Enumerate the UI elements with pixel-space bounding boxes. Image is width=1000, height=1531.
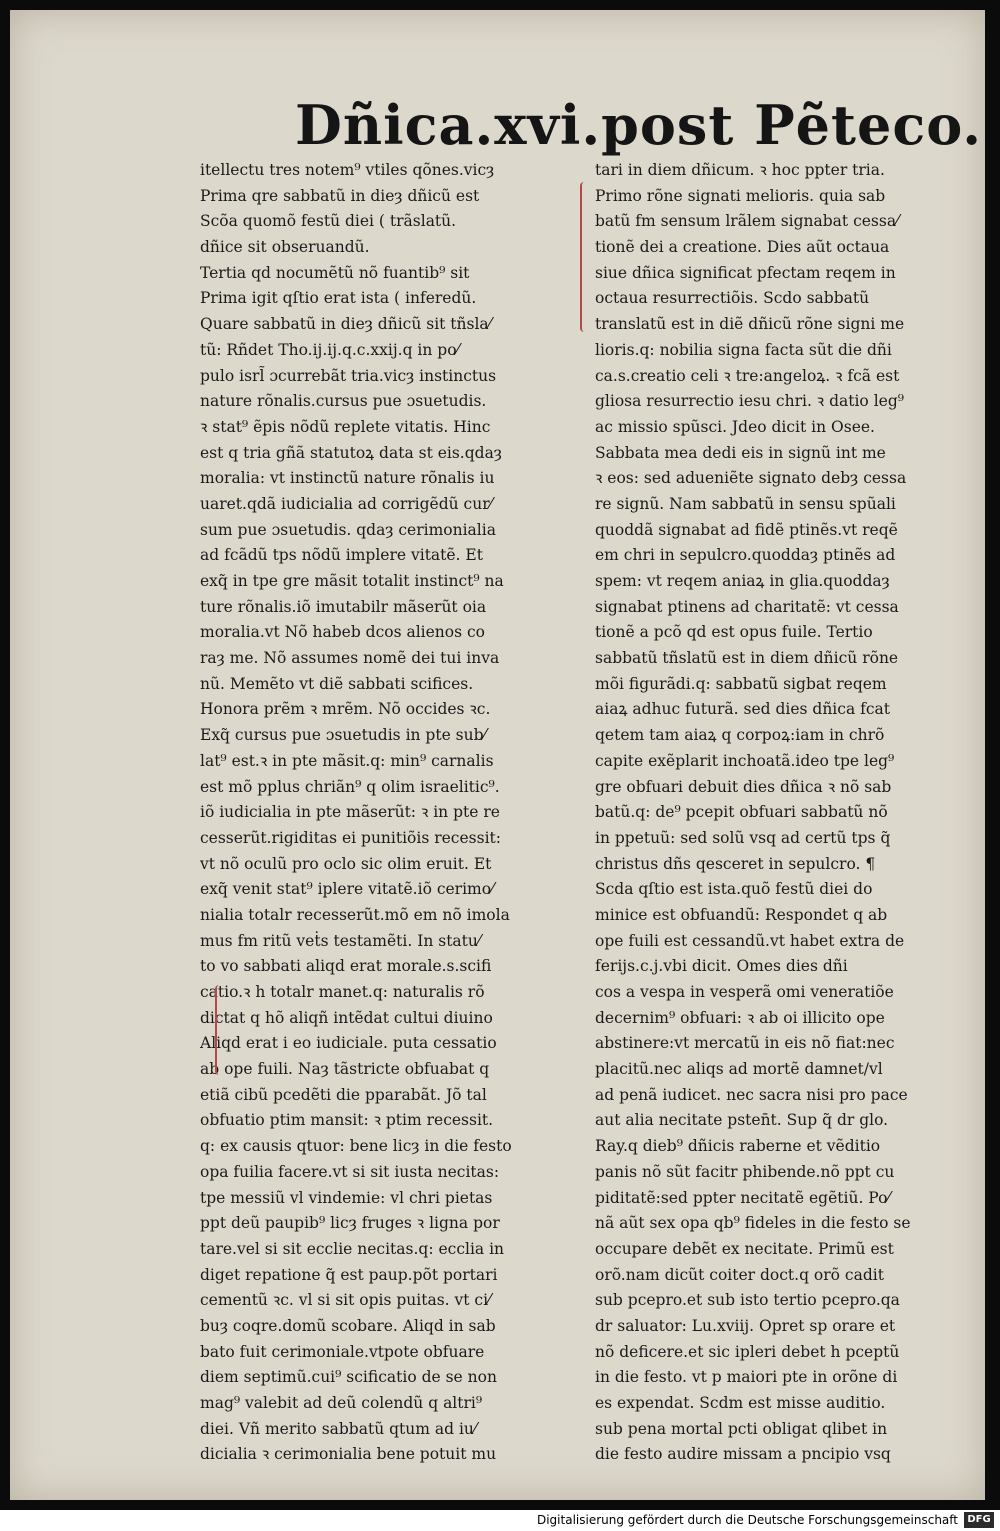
text-line: mus fm ritũ veṫs testamẽti. In statu⁄ bbox=[200, 931, 481, 950]
text-line: nature rõnalis.cursus pue ɔsuetudis. bbox=[200, 392, 487, 411]
text-line: em chri in sepulcro.quoddaȝ ptinẽs ad bbox=[595, 546, 896, 565]
text-line: sabbatũ tñslatũ est in diem dñicũ rõne bbox=[595, 649, 899, 668]
text-line: opa fuilia facere.vt si sit iusta necitas: bbox=[200, 1162, 500, 1181]
text-line: moralia.vt Nõ habeb dcos alienos co bbox=[200, 623, 486, 642]
text-line: tionẽ dei a creatione. Dies aũt octaua bbox=[595, 238, 890, 257]
text-line: itellectu tres notem⁹ vtiles qõnes.vicȝ bbox=[200, 161, 495, 179]
text-line: est q tria gñã statutoꝝ data st eis.qdaȝ bbox=[200, 443, 502, 462]
text-line: q: ex causis qtuor: bene licȝ in die festo bbox=[200, 1137, 512, 1156]
text-line: dr saluator: Lu.xviij. Opret sp orare et bbox=[595, 1316, 896, 1335]
text-line: Tertia qd nocumẽtũ nõ fuantib⁹ sit bbox=[200, 263, 470, 282]
text-line: exq̃ in tpe gre mãsit totalit instinct⁹ na bbox=[200, 572, 504, 590]
text-line: Aliqd erat i eo iudiciale. puta cessatio bbox=[200, 1034, 497, 1053]
text-line: Prima igit qſtio erat ista ( inferedũ. bbox=[200, 289, 477, 308]
text-line: tpe messiũ vl vindemie: vl chri pietas bbox=[200, 1188, 493, 1207]
text-line: dñice sit obseruandũ. bbox=[200, 238, 370, 257]
text-line: mõi figurãdi.q: sabbatũ sigbat reqem bbox=[595, 674, 887, 693]
text-line: est mõ pplus chriãn⁹ q olim israelitic⁹. bbox=[200, 777, 500, 796]
text-line: to vo sabbati aliqd erat morale.s.scifi bbox=[200, 957, 492, 976]
text-line: buȝ coqre.domũ scobare. Aliqd in sab bbox=[200, 1316, 496, 1335]
text-line: etiã cibũ pcedẽti die pparabãt. Jõ tal bbox=[200, 1085, 487, 1104]
text-line: Sabbata mea dedi eis in signũ int me bbox=[595, 443, 886, 462]
running-head: Dñica.xvi.post Pẽteco. bbox=[295, 93, 983, 157]
text-line: nialia totalr recesserũt.mõ em nõ imola bbox=[200, 905, 510, 924]
text-line: christus dñs qesceret in sepulcro. ¶ bbox=[595, 854, 876, 873]
left-column bbox=[200, 158, 585, 1464]
text-line: uaret.qdã iudicialia ad corrigẽdũ cur⁄ bbox=[200, 494, 493, 513]
text-line: in ppetuũ: sed solũ vsq ad certũ tps q̃ bbox=[595, 828, 891, 847]
text-line: lioris.q: nobilia signa facta sũt die dñi bbox=[595, 340, 892, 359]
book-page bbox=[10, 10, 985, 1500]
margin-annotation-mark bbox=[215, 985, 223, 1075]
text-line: ad penã iudicet. nec sacra nisi pro pace bbox=[595, 1085, 908, 1104]
text-line: ca.s.creatio celi ꝛ tre:angeloꝝ. ꝛ fcã est bbox=[595, 366, 900, 385]
text-line: mag⁹ valebit ad deũ colendũ q altri⁹ bbox=[200, 1394, 483, 1412]
text-line: batũ.q: de⁹ pcepit obfuari sabbatũ nõ bbox=[595, 803, 888, 822]
text-line: orõ.nam dicũt coiter doct.q orõ cadit bbox=[595, 1265, 884, 1284]
text-line: diget repatione q̃ est paup.põt portari bbox=[200, 1265, 498, 1284]
text-line: ꝛ eos: sed adueniẽte signato debȝ cessa bbox=[595, 469, 907, 488]
text-line: in die festo. vt p maiori pte in orõne di bbox=[595, 1368, 898, 1387]
text-line: aut alia necitate psten̄t. Sup q̃ dr glo. bbox=[595, 1111, 889, 1130]
text-line: octaua resurrectiõis. Scdo sabbatũ bbox=[595, 289, 870, 308]
text-line: Prima qre sabbatũ in dieȝ dñicũ est bbox=[200, 186, 480, 205]
text-line: tionẽ a pcõ qd est opus fuile. Tertio bbox=[595, 623, 873, 642]
text-line: gliosa resurrectio iesu chri. ꝛ datio leg⁹ bbox=[595, 392, 904, 411]
text-line: panis nõ sũt facitr phibende.nõ ppt cu bbox=[595, 1162, 895, 1181]
text-line: tare.vel si sit ecclie necitas.q: ecclia in bbox=[200, 1239, 505, 1258]
text-line: placitũ.nec aliqs ad mortẽ damnet/vl bbox=[595, 1060, 883, 1079]
text-line: Exq̃ cursus pue ɔsuetudis in pte sub⁄ bbox=[200, 726, 487, 745]
text-line: ac missio spũsci. Jdeo dicit in Osee. bbox=[595, 417, 875, 436]
text-line: bato fuit cerimoniale.vtpote obfuare bbox=[200, 1342, 485, 1361]
text-line: iõ iudicialia in pte mãserũt: ꝛ in pte re bbox=[200, 803, 500, 822]
text-line: catio.ꝛ h totalr manet.q: naturalis rõ bbox=[200, 983, 485, 1001]
text-line: decernim⁹ obfuari: ꝛ ab oi illicito ope bbox=[595, 1008, 885, 1027]
text-line: nũ. Memẽto vt diẽ sabbati scifices. bbox=[200, 674, 474, 693]
text-line: cos a vespa in vesperã omi veneratiõe bbox=[595, 983, 894, 1001]
text-line: ture rõnalis.iõ imutabilr mãserũt oia bbox=[200, 597, 487, 616]
text-line: sub pena mortal pcti obligat qlibet in bbox=[595, 1419, 888, 1438]
text-line: piditatẽ:sed ppter necitatẽ egẽtiũ. Po⁄ bbox=[595, 1188, 891, 1207]
text-line: gre obfuari debuit dies dñica ꝛ nõ sab bbox=[595, 777, 892, 796]
text-line: Ray.q dieb⁹ dñicis raberne et vẽditio bbox=[595, 1137, 881, 1156]
text-line: dictat q hõ aliqñ intẽdat cultui diuino bbox=[200, 1008, 493, 1027]
text-line: Scõa quomõ festũ diei ( trãslatũ. bbox=[200, 212, 457, 231]
text-line: batũ fm sensum lrãlem signabat cessa⁄ bbox=[595, 212, 899, 231]
text-columns bbox=[200, 158, 980, 1464]
text-line: abstinere:vt mercatũ in eis nõ fiat:nec bbox=[595, 1034, 895, 1053]
text-line: ab ope fuili. Naȝ tãstricte obfuabat q bbox=[200, 1060, 490, 1079]
text-line: ppt deũ paupib⁹ licȝ fruges ꝛ ligna por bbox=[200, 1214, 500, 1233]
text-line: ad fcãdũ tps nõdũ implere vitatẽ. Et bbox=[200, 546, 483, 565]
text-line: signabat ptinens ad charitatẽ: vt cessa bbox=[595, 597, 899, 616]
text-line: Quare sabbatũ in dieȝ dñicũ sit tñsla⁄ bbox=[200, 315, 492, 334]
text-line: aiaꝝ adhuc futurã. sed dies dñica fcat bbox=[595, 700, 891, 719]
footer-bar bbox=[0, 1510, 1000, 1531]
text-line: siue dñica significat pfectam reqem in bbox=[595, 263, 896, 282]
text-line: dicialia ꝛ cerimonialia bene potuit mu bbox=[200, 1445, 497, 1464]
footer-credit: Digitalisierung gefördert durch die Deutsche Forschungsgemeinschaft bbox=[536, 1513, 958, 1527]
text-line: diem septimũ.cui⁹ scificatio de se non bbox=[200, 1368, 497, 1387]
dfg-logo: DFG bbox=[964, 1512, 994, 1528]
page-content bbox=[200, 88, 983, 1464]
text-line: vt nõ oculũ pro oclo sic olim eruit. Et bbox=[200, 854, 492, 873]
text-line: pulo isrl̃ ɔcurrebãt tria.vicȝ instinctus bbox=[200, 366, 497, 385]
text-line: sub pcepro.et sub isto tertio pcepro.qa bbox=[595, 1291, 900, 1310]
text-line: spem: vt reqem aniaꝝ in glia.quoddaȝ bbox=[595, 572, 890, 590]
text-line: lat⁹ est.ꝛ in pte mãsit.q: min⁹ carnalis bbox=[200, 751, 494, 770]
text-line: raȝ me. Nõ assumes nomẽ dei tui inva bbox=[200, 649, 500, 668]
text-line: ferijs.c.j.vbi dicit. Omes dies dñi bbox=[595, 957, 848, 976]
text-line: occupare debẽt ex necitate. Primũ est bbox=[595, 1239, 894, 1258]
text-line: sum pue ɔsuetudis. qdaȝ cerimonialia bbox=[200, 520, 496, 539]
text-line: nã aũt sex opa qb⁹ fideles in die festo se bbox=[595, 1214, 911, 1233]
text-line: nõ deficere.et sic ipleri debet h pceptũ bbox=[595, 1342, 900, 1361]
text-line: quoddã signabat ad fidẽ ptinẽs.vt reqẽ bbox=[595, 520, 898, 539]
text-line: qetem tam aiaꝝ q corpoꝝ:iam in chrõ bbox=[595, 726, 885, 745]
right-column bbox=[595, 158, 980, 1464]
text-line: Honora prẽm ꝛ mrẽm. Nõ occides ꝛc. bbox=[200, 700, 491, 719]
text-line: exq̃ venit stat⁹ iplere vitatẽ.iõ cerimo⁄ bbox=[200, 880, 494, 899]
text-line: cementũ ꝛc. vl si sit opis puitas. vt ci⁄ bbox=[200, 1291, 491, 1310]
text-line: capite exẽplarit inchoatã.ideo tpe leg⁹ bbox=[595, 751, 895, 770]
text-line: es expendat. Scdm est misse auditio. bbox=[595, 1394, 886, 1412]
margin-annotation-mark bbox=[580, 182, 588, 332]
text-line: Primo rõne signati melioris. quia sab bbox=[595, 186, 886, 205]
text-line: diei. Vñ merito sabbatũ qtum ad iu⁄ bbox=[200, 1419, 477, 1438]
text-line: translatũ est in diẽ dñicũ rõne signi me bbox=[595, 315, 905, 334]
text-line: obfuatio ptim mansit: ꝛ ptim recessit. bbox=[200, 1111, 494, 1130]
text-line: Scda qſtio est ista.quõ festũ diei do bbox=[595, 880, 873, 899]
text-line: tũ: Rñdet Tho.ij.ij.q.c.xxij.q in po⁄ bbox=[200, 340, 460, 359]
text-line: cesserũt.rigiditas ei punitiõis recessit: bbox=[200, 828, 501, 847]
text-line: ope fuili est cessandũ.vt habet extra de bbox=[595, 931, 905, 950]
text-line: minice est obfuandũ: Respondet q ab bbox=[595, 905, 888, 924]
text-line: die festo audire missam a pncipio vsq bbox=[595, 1445, 891, 1464]
text-line: ꝛ stat⁹ ẽpis nõdũ replete vitatis. Hinc bbox=[200, 417, 491, 436]
text-line: re signũ. Nam sabbatũ in sensu spũali bbox=[595, 494, 896, 513]
text-line: tari in diem dñicum. ꝛ hoc ppter tria. bbox=[595, 161, 885, 179]
text-line: moralia: vt instinctũ nature rõnalis iu bbox=[200, 469, 495, 488]
